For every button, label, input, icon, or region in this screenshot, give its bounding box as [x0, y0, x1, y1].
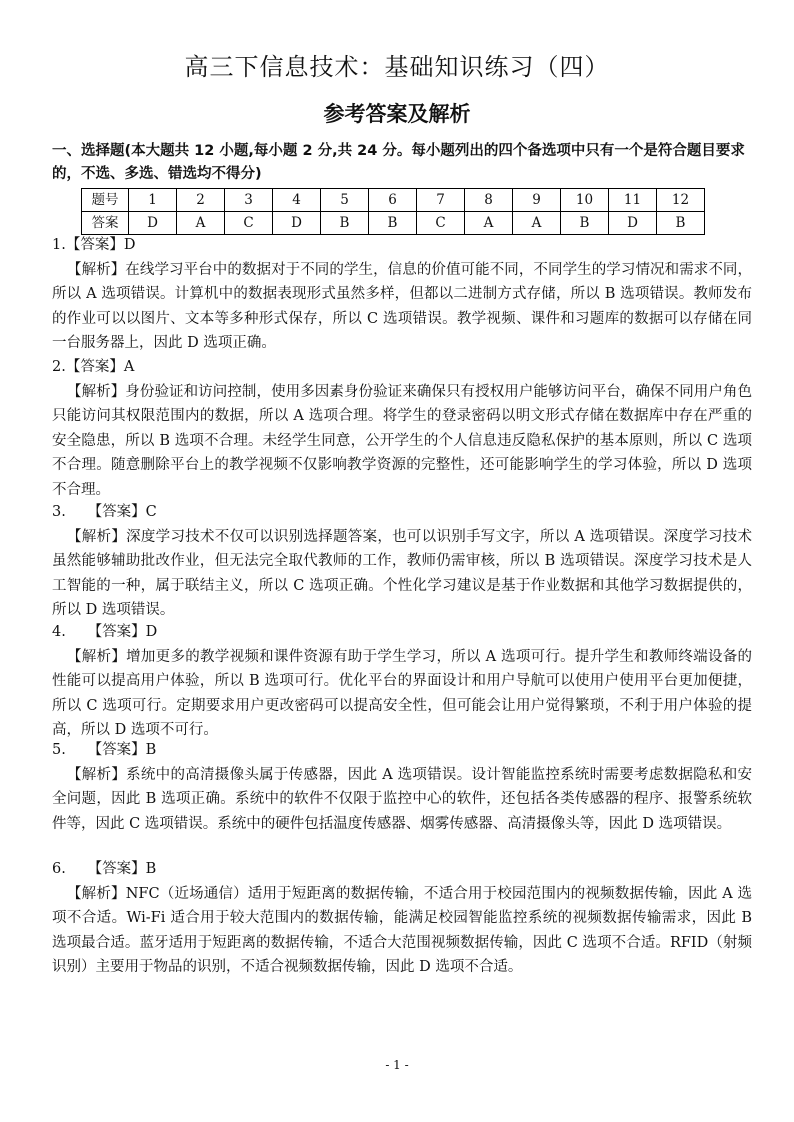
table-cell: B [321, 212, 369, 235]
table-cell: B [561, 212, 609, 235]
table-cell: A [177, 212, 225, 235]
table-cell: C [417, 212, 465, 235]
answer-line: 6. 【答案】B [52, 861, 157, 877]
question-5 [52, 738, 752, 836]
table-cell: 3 [225, 189, 273, 212]
table-cell: 10 [561, 189, 609, 212]
answer-line: 4. 【答案】D [52, 624, 158, 640]
table-cell: 7 [417, 189, 465, 212]
table-cell: D [273, 212, 321, 235]
table-cell: 12 [657, 189, 705, 212]
explanation: 【解析】NFC（近场通信）适用于短距离的数据传输，不适合用于校园范围内的视频数据传输，因此 A 选项不合适。Wi-Fi 适合用于较大范围内的数据传输，能满足校园智能监控系统的视频数据传输需求，因此 B 选项最合适。蓝牙适用于短距离的数据传输，不适合大范围视频数据传输，因此 C 选项不合适。RFID（射频识别）主要用于物品的识别，不适合视频数据传输，因此 D 选项不合适。 [52, 885, 752, 975]
question-2 [52, 355, 752, 502]
answer-line: 3. 【答案】C [52, 504, 157, 520]
table-cell: 6 [369, 189, 417, 212]
table-cell: B [369, 212, 417, 235]
row-label-answer: 答案 [82, 212, 129, 235]
explanation: 【解析】系统中的高清摄像头属于传感器，因此 A 选项错误。设计智能监控系统时需要考虑数据隐私和安全问题，因此 B 选项正确。系统中的软件不仅限于监控中心的软件，还包括各类传感器的程序、报警系统软件等，因此 C 选项错误。系统中的硬件包括温度传感器、烟雾传感器、高清摄像头等，因此 D 选项错误。 [52, 766, 752, 832]
table-cell: D [609, 212, 657, 235]
question-3 [52, 500, 752, 623]
explanation: 【解析】深度学习技术不仅可以识别选择题答案，也可以识别手写文字，所以 A 选项错误。深度学习技术虽然能够辅助批改作业，但无法完全取代教师的工作，教师仍需审核，所以 B 选项错误。深度学习技术是人工智能的一种，属于联结主义，所以 C 选项正确。个性化学习建议是基于作业数据和其他学习数据提供的，所以 D 选项错误。 [52, 528, 752, 618]
table-cell: C [225, 212, 273, 235]
answer-table-answer-row [82, 212, 705, 235]
explanation: 【解析】在线学习平台中的数据对于不同的学生，信息的价值可能不同，不同学生的学习情况和需求不同，所以 A 选项错误。计算机中的数据表现形式虽然多样，但都以二进制方式存储，所以 B 选项错误。教师发布的作业可以以图片、文本等多种形式保存，所以 C 选项错误。教学视频、课件和习题库的数据可以存储在同一台服务器上，因此 D 选项正确。 [52, 261, 752, 351]
page-number: - 1 - [385, 1058, 409, 1072]
answer-line: 2.【答案】A [52, 359, 135, 375]
question-4 [52, 620, 752, 743]
table-cell: 11 [609, 189, 657, 212]
table-cell: 8 [465, 189, 513, 212]
table-cell: 9 [513, 189, 561, 212]
page-title: 高三下信息技术：基础知识练习（四） [184, 53, 610, 81]
table-cell: A [513, 212, 561, 235]
answer-table-number-row [82, 189, 705, 212]
question-1 [52, 233, 752, 356]
table-cell: 5 [321, 189, 369, 212]
table-cell: 2 [177, 189, 225, 212]
page-subtitle: 参考答案及解析 [323, 102, 471, 126]
question-6 [52, 857, 752, 980]
section-heading: 一、选择题(本大题共 12 小题,每小题 2 分,共 24 分。每小题列出的四个备选项中只有一个是符合题目要求的，不选、多选、错选均不得分) [52, 143, 745, 182]
row-label-number: 题号 [82, 189, 129, 212]
answer-line: 1.【答案】D [52, 237, 136, 253]
answer-line: 5. 【答案】B [52, 742, 157, 758]
explanation: 【解析】增加更多的教学视频和课件资源有助于学生学习，所以 A 选项可行。提升学生和教师终端设备的性能可以提高用户体验，所以 B 选项可行。优化平台的界面设计和用户导航可以使用户使用平台更加便捷，所以 C 选项可行。定期要求用户更改密码可以提高安全性，但可能会让用户觉得繁琐，不利于用户体验的提高，所以 D 选项不可行。 [52, 648, 752, 738]
table-cell: D [129, 212, 177, 235]
table-cell: 1 [129, 189, 177, 212]
table-cell: B [657, 212, 705, 235]
answer-table [81, 188, 705, 235]
explanation: 【解析】身份验证和访问控制，使用多因素身份验证来确保只有授权用户能够访问平台，确保不同用户角色只能访问其权限范围内的数据，所以 A 选项合理。将学生的登录密码以明文形式存储在数据库中存在严重的安全隐患，所以 B 选项不合理。未经学生同意，公开学生的个人信息违反隐私保护的基本原则，所以 C 选项不合理。随意删除平台上的教学视频不仅影响教学资源的完整性，还可能影响学生的学习体验，所以 D 选项不合理。 [52, 383, 752, 498]
table-cell: A [465, 212, 513, 235]
table-cell: 4 [273, 189, 321, 212]
